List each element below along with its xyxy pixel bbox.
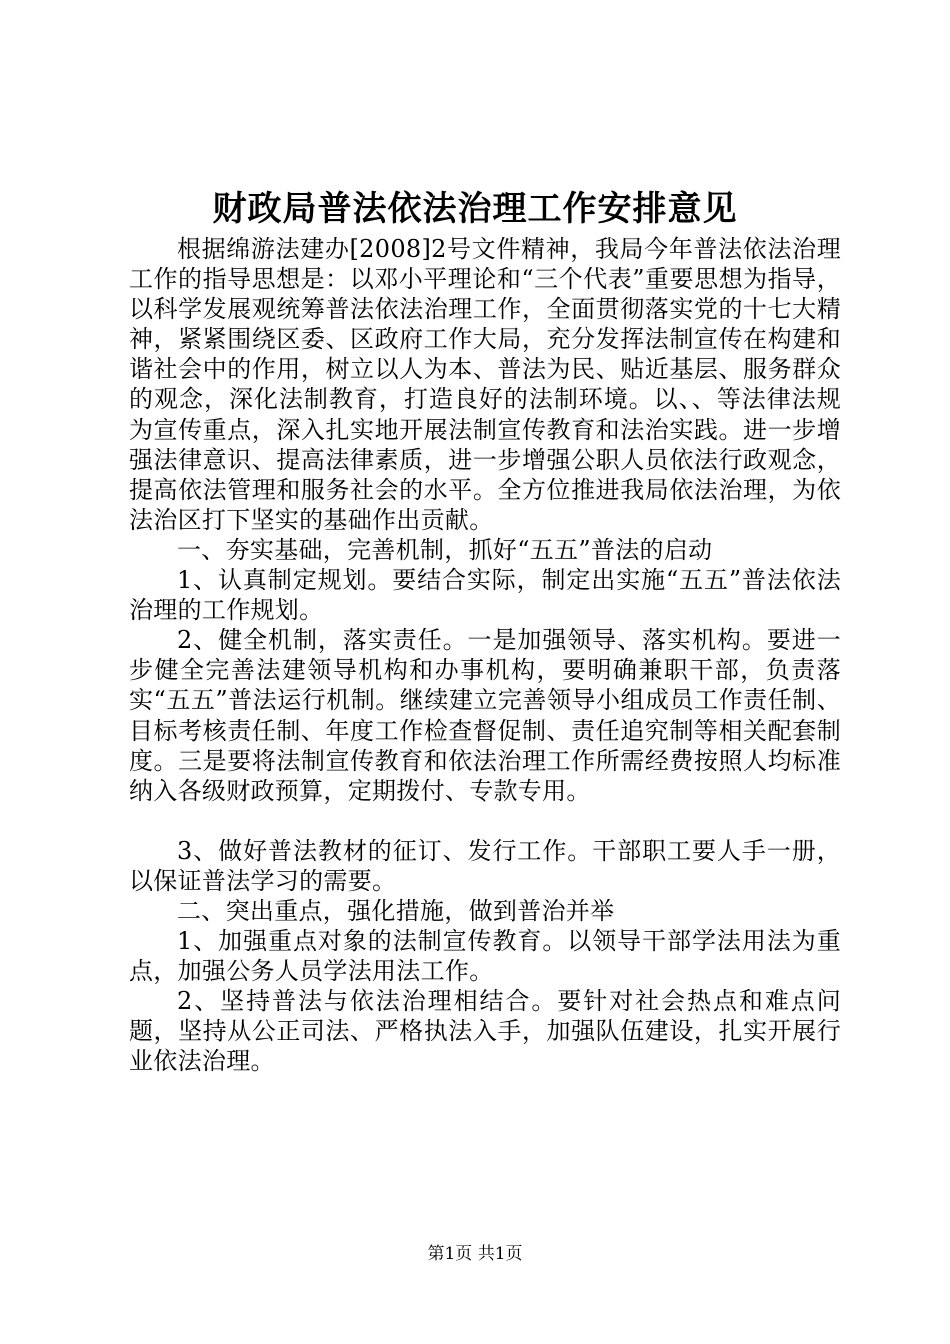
page-number-footer: 第1页 共1页 (427, 1244, 523, 1264)
document-body (129, 234, 841, 1077)
paragraph-1-2: 2、健全机制，落实责任。一是加强领导、落实机构。要进一步健全完善法建领导机构和办事机构，要明确兼职干部，负责落实“五五”普法运行机制。继续建立完善领导小组成员工作责任制、目标考核责任制、年度工作检查督促制、责任追究制等相关配套制度。三是要将法制宣传教育和依法治理工作所需经费按照人均标准纳入各级财政预算，定期拨付、专款专用。 (129, 626, 841, 805)
paragraph-2-1: 1、加强重点对象的法制宣传教育。以领导干部学法用法为重点，加强公务人员学法用法工作。 (129, 927, 841, 986)
document-title: 财政局普法依法治理工作安排意见 (212, 189, 738, 229)
section-heading-2: 二、突出重点，强化措施，做到普治并举 (177, 896, 615, 925)
paragraph-2-2: 2、坚持普法与依法治理相结合。要针对社会热点和难点问题，坚持从公正司法、严格执法入手，加强队伍建设，扎实开展行业依法治理。 (129, 987, 841, 1076)
paragraph-1-1: 1、认真制定规划。要结合实际，制定出实施“五五”普法依法治理的工作规划。 (129, 566, 841, 625)
section-heading-1: 一、夯实基础，完善机制，抓好“五五”普法的启动 (177, 535, 713, 564)
paragraph-1-3: 3、做好普法教材的征订、发行工作。干部职工要人手一册，以保证普法学习的需要。 (129, 836, 841, 895)
paragraph-intro: 根据绵游法建办[2008]2号文件精神，我局今年普法依法治理工作的指导思想是：以邓小平理论和“三个代表”重要思想为指导，以科学发展观统筹普法依法治理工作，全面贯彻落实党的十七大精神，紧紧围绕区委、区政府工作大局，充分发挥法制宣传在构建和谐社会中的作用，树立以人为本、普法为民、贴近基层、服务群众的观念，深化法制教育，打造良好的法制环境。以、、等法律法规为宣传重点，深入扎实地开展法制宣传教育和法治实践。进一步增强法律意识、提高法律素质，进一步增强公职人员依法行政观念，提高依法管理和服务社会的水平。全方位推进我局依法治理，为依法治区打下坚实的基础作出贡献。 (129, 235, 841, 534)
